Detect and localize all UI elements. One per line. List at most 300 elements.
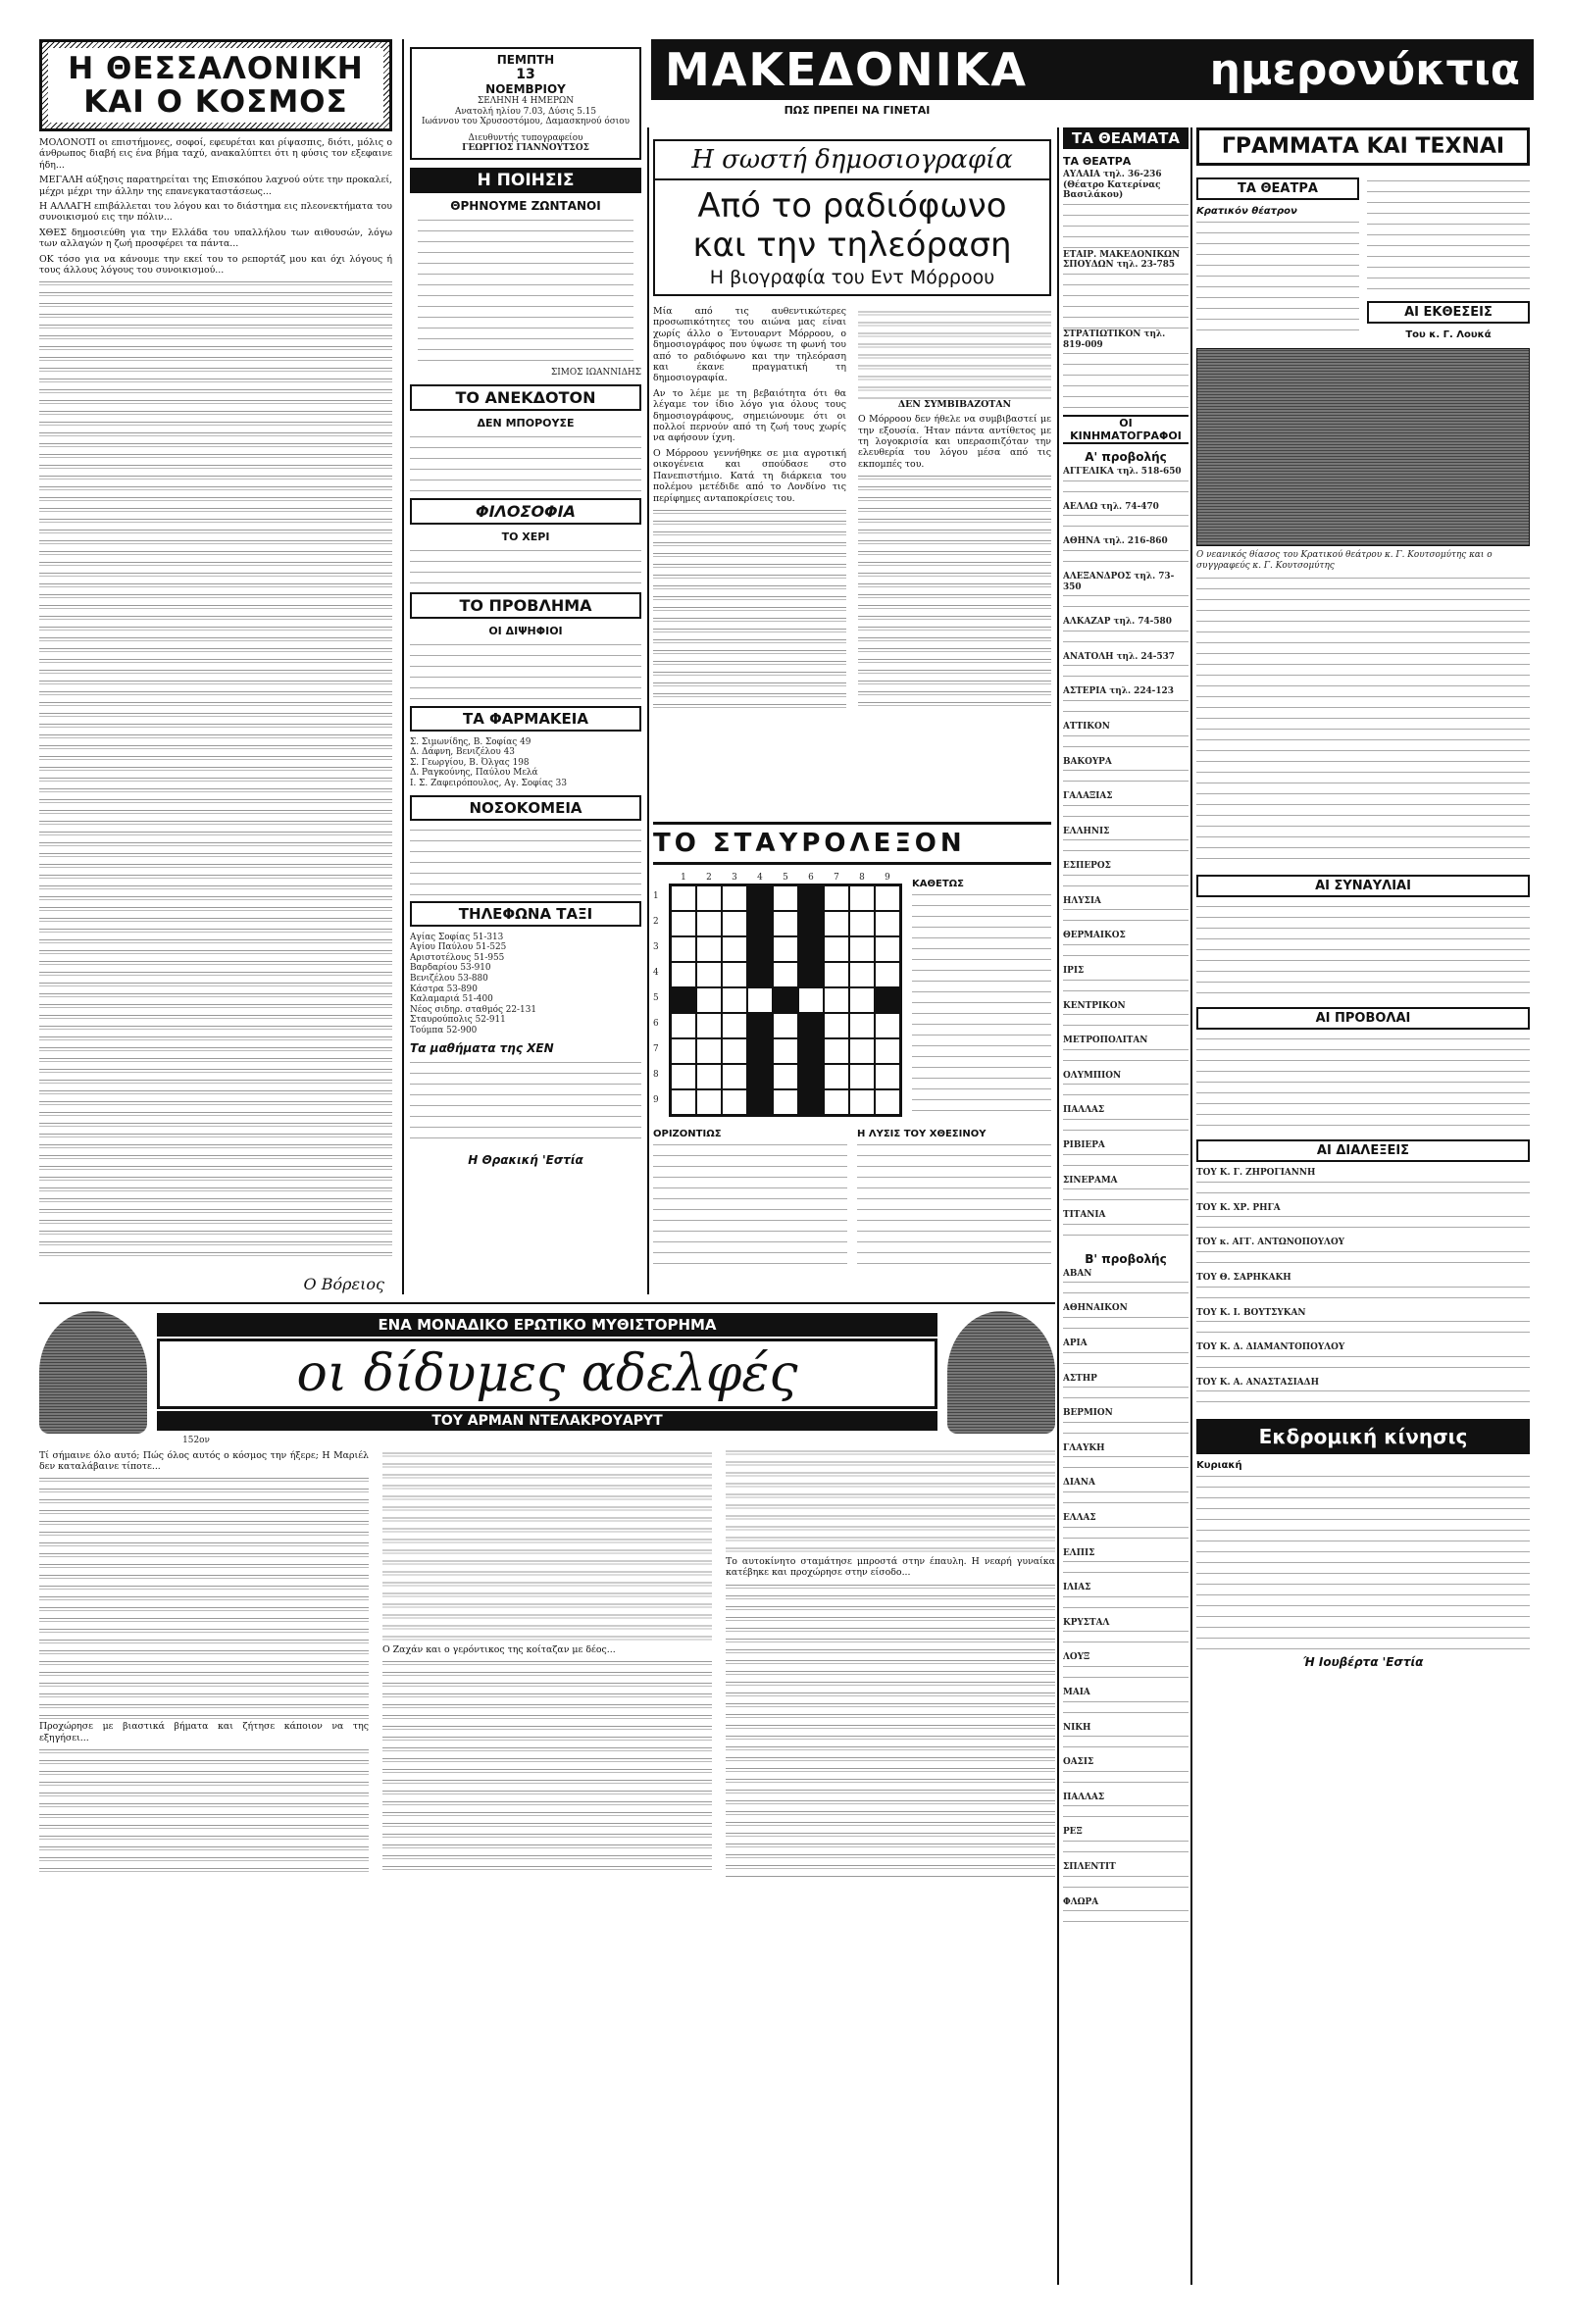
- cinema-b-item-details: [1063, 1314, 1189, 1336]
- excursions-title: Εκδρομική κίνησις: [1196, 1419, 1530, 1454]
- hospital-title: ΝΟΣΟΚΟΜΕΙΑ: [410, 795, 641, 821]
- cinema-b-item-details: [1063, 1628, 1189, 1649]
- crossword-grid-wrap: [653, 873, 902, 1117]
- crossword-cell[interactable]: [671, 962, 696, 987]
- cinema-b-item-details: [1063, 1733, 1189, 1754]
- talk-item: ΤΟΥ Κ. Γ. ΖΗΡΟΓΙΑΝΝΗ: [1196, 1168, 1316, 1179]
- novel-banner: ΕΝΑ ΜΟΝΑΔΙΚΟ ΕΡΩΤΙΚΟ ΜΥΘΙΣΤΟΡΗΜΑ: [157, 1313, 937, 1337]
- theatre-lines: [1063, 271, 1189, 329]
- crossword-cell[interactable]: [671, 1013, 696, 1038]
- crossword-solution-lines: [857, 1141, 1051, 1269]
- talk-item-details: [1196, 1388, 1530, 1409]
- cinema-a-item: ΕΣΠΕΡΟΣ: [1063, 861, 1111, 872]
- crossword-cell[interactable]: [671, 1064, 696, 1089]
- phone-item: Σταυρούπολις 52-911: [410, 1015, 506, 1026]
- crossword-row-number: 5: [653, 992, 659, 1003]
- crossword-row-number: 7: [653, 1043, 659, 1054]
- crossword-cell[interactable]: [722, 1038, 747, 1064]
- crossword-cell[interactable]: [849, 962, 875, 987]
- cinema-a-item: ΕΛΛΗΝΙΣ: [1063, 826, 1110, 836]
- crossword-cell[interactable]: [824, 1038, 849, 1064]
- cinema-b-list: [1063, 1269, 1189, 1929]
- cinema-b-item: ΑΒΑΝ: [1063, 1268, 1092, 1279]
- cinema-a-item-details: [1063, 977, 1189, 998]
- crossword-black-cell: [747, 962, 773, 987]
- letters-mid-lines: [1196, 575, 1530, 869]
- cinema-a-item-details: [1063, 906, 1189, 928]
- problem-subtitle: ΟΙ ΔΙΨΗΦΙΟΙ: [488, 624, 563, 637]
- problem-lines: [410, 641, 641, 700]
- crossword-row-number: 8: [653, 1069, 659, 1080]
- crossword-col-number: 5: [783, 873, 788, 883]
- letters-theatre-title: ΤΑ ΘΕΑΤΡΑ: [1196, 177, 1359, 200]
- cinema-b-item: ΛΟΥΞ: [1063, 1652, 1090, 1663]
- letters-theatre-sub: Κρατικόν θέατρον: [1196, 206, 1297, 217]
- cinema-a-item: ΒΑΚΟΥΡΑ: [1063, 756, 1112, 767]
- talks-list: [1196, 1168, 1530, 1409]
- crossword-grid[interactable]: [669, 884, 902, 1117]
- cinema-b-item: ΒΕΡΜΙΟΝ: [1063, 1408, 1113, 1419]
- crossword-cell[interactable]: [696, 1064, 722, 1089]
- novel-body: [39, 1450, 1055, 1877]
- cinema-a-item: ΑΤΤΙΚΟΝ: [1063, 721, 1110, 732]
- pharmacy-item: Σ. Σιμωνίδης, Β. Σοφίας 49: [410, 736, 531, 747]
- cinema-a-item-details: [1063, 1011, 1189, 1033]
- info-column: [410, 47, 641, 1294]
- crossword-section: [653, 822, 1051, 1297]
- crossword-cell[interactable]: [875, 936, 900, 962]
- crossword-cell[interactable]: [671, 1038, 696, 1064]
- cinema-a-item: ΡΙΒΙΕΡΑ: [1063, 1140, 1105, 1151]
- crossword-col-number: 1: [681, 873, 686, 883]
- cinema-b-item-details: [1063, 1802, 1189, 1824]
- novel-episode: 152ον: [182, 1436, 210, 1445]
- crossword-down-title: ΚΑΘΕΤΩΣ: [912, 879, 964, 889]
- meetings-title: ΑΙ ΣΥΝΑΥΛΙΑΙ: [1196, 875, 1530, 897]
- cinema-a-item: ΣΙΝΕΡΑΜΑ: [1063, 1175, 1118, 1186]
- crossword-cell[interactable]: [824, 987, 849, 1013]
- crossword-cell[interactable]: [696, 987, 722, 1013]
- crossword-cell[interactable]: [875, 911, 900, 936]
- section-rule: [39, 1302, 1055, 1304]
- cinema-a-item-details: [1063, 872, 1189, 893]
- crossword-title: ΤΟ ΣΤΑΥΡΟΛΕΞΟΝ: [653, 822, 1051, 865]
- theatre-item: ΑΥΛΑΙΑ τηλ. 36-236 (Θέατρο Κατερίνας Βασιλάκου): [1063, 170, 1162, 201]
- left-headline-box: [39, 39, 392, 131]
- crossword-cell[interactable]: [849, 1089, 875, 1115]
- crossword-black-cell: [747, 936, 773, 962]
- philosophy-title: ΦΙΛΟΣΟΦΙΑ: [410, 498, 641, 525]
- article-paragraph: Ο Μόρροου δεν ήθελε να συμβιβαστεί με την εξουσία. Ήταν πάντα αντίθετος με τη λογοκρισία και υπερασπιζόταν την ελευθερία του λόγου μέσα από τις εκπομπές του.: [858, 414, 1051, 470]
- crossword-row-number: 1: [653, 890, 659, 901]
- crossword-cell[interactable]: [671, 936, 696, 962]
- cinema-b-item: ΟΑΣΙΣ: [1063, 1757, 1094, 1768]
- cinema-b-item: ΦΛΩΡΑ: [1063, 1896, 1099, 1907]
- phone-item: Τούμπα 52-900: [410, 1025, 478, 1036]
- cinema-b-item-details: [1063, 1698, 1189, 1720]
- crossword-cell[interactable]: [849, 1013, 875, 1038]
- shows-title: ΤΑ ΘΕΑΜΑΤΑ: [1063, 127, 1189, 149]
- date-month: ΝΟΕΜΒΡΙΟΥ: [485, 82, 566, 96]
- cinema-title: ΟΙ ΚΙΝΗΜΑΤΟΓΡΑΦΟΙ: [1063, 415, 1189, 444]
- crossword-cell[interactable]: [875, 1038, 900, 1064]
- meetings-lines: [1196, 903, 1530, 1001]
- cinema-b-item-details: [1063, 1838, 1189, 1859]
- masthead-title-left: ΜΑΚΕΔΟΝΙΚΑ: [665, 43, 1029, 96]
- crossword-cell[interactable]: [773, 885, 798, 911]
- saint-info: Ιωάννου του Χρυσοστόμου, Δαμασκηνού όσιου: [421, 117, 630, 127]
- crossword-black-cell: [747, 911, 773, 936]
- column-rule: [402, 39, 404, 1294]
- date-number: 13: [516, 67, 535, 82]
- shows-column: [1063, 127, 1189, 2285]
- exhibition-sub: Του κ. Γ. Λουκά: [1405, 329, 1492, 340]
- cinema-a-item: ΑΘΗΝΑ τηλ. 216-860: [1063, 536, 1168, 547]
- crossword-black-cell: [671, 987, 696, 1013]
- letters-theatre-lines: [1196, 219, 1359, 336]
- theatre-lines: [1063, 350, 1189, 409]
- cinema-b-item-details: [1063, 1489, 1189, 1510]
- talk-item: ΤΟΥ Κ. Δ. ΔΙΑΜΑΝΤΟΠΟΥΛΟΥ: [1196, 1342, 1345, 1353]
- crossword-cell[interactable]: [849, 936, 875, 962]
- cinema-a-item: ΟΛΥΜΠΙΟΝ: [1063, 1070, 1122, 1081]
- cinema-b-item-details: [1063, 1349, 1189, 1371]
- cinema-a-item-details: [1063, 1221, 1189, 1242]
- crossword-cell[interactable]: [849, 885, 875, 911]
- novel-author: ΤΟΥ ΑΡΜΑΝ ΝΤΕΛΑΚΡΟΥΑΡΥΤ: [157, 1411, 937, 1431]
- anecdote-subtitle: ΔΕΝ ΜΠΟΡΟΥΣΕ: [477, 416, 575, 429]
- cinema-b-item-details: [1063, 1453, 1189, 1475]
- crossword-cell[interactable]: [773, 1064, 798, 1089]
- phone-item: Αγίας Σοφίας 51-313: [410, 932, 504, 942]
- cinema-a-item-details: [1063, 512, 1189, 533]
- cinema-b-item: ΑΘΗΝΑΙΚΟΝ: [1063, 1303, 1128, 1314]
- cinema-a-item: ΚΕΝΤΡΙΚΟΝ: [1063, 1000, 1126, 1011]
- crossword-cell[interactable]: [773, 962, 798, 987]
- publisher-name: ΓΕΩΡΓΙΟΣ ΓΙΑΝΝΟΥΤΣΟΣ: [462, 143, 589, 154]
- crossword-cell[interactable]: [722, 987, 747, 1013]
- cinema-b-item: ΑΡΙΑ: [1063, 1339, 1088, 1348]
- article-kicker: Η σωστή δημοσιογραφία: [653, 139, 1051, 180]
- crossword-cell[interactable]: [696, 885, 722, 911]
- crossword-col-number: 7: [834, 873, 839, 883]
- crossword-black-cell: [747, 1089, 773, 1115]
- cinema-b-item: ΔΙΑΝΑ: [1063, 1478, 1095, 1489]
- cinema-b-item: ΣΠΛΕΝΤΙΤ: [1063, 1861, 1116, 1872]
- left-column: [39, 39, 392, 1299]
- crossword-cell[interactable]: [875, 1013, 900, 1038]
- crossword-cell[interactable]: [824, 1089, 849, 1115]
- article-filler: [858, 474, 1051, 709]
- phone-item: Καλαμαριά 51-400: [410, 994, 493, 1005]
- cinema-a-item-details: [1063, 733, 1189, 754]
- crossword-cell[interactable]: [722, 936, 747, 962]
- pharmacy-item: Δ. Ραγκούνης, Παύλου Μελά: [410, 768, 538, 779]
- letters-title: ΓΡΑΜΜΑΤΑ ΚΑΙ ΤΕΧΝΑΙ: [1196, 127, 1530, 166]
- photo-caption: Ο νεανικός θίασος του Κρατικού θεάτρου κ. Γ. Κουτσομύτης και ο συγγραφεύς κ. Γ. Κουτσομύτης: [1196, 550, 1493, 571]
- crossword-row-number: 3: [653, 941, 659, 952]
- crossword-black-cell: [798, 1064, 824, 1089]
- crossword-cell[interactable]: [671, 911, 696, 936]
- crossword-black-cell: [798, 1013, 824, 1038]
- cinema-b-item: ΜΑΙΑ: [1063, 1687, 1090, 1697]
- cinema-b-item-details: [1063, 1384, 1189, 1405]
- crossword-cell[interactable]: [849, 1038, 875, 1064]
- masthead-title-right: ημερονύκτια: [1209, 44, 1520, 95]
- crossword-down-lines: [912, 891, 1051, 1117]
- cinema-a-item-details: [1063, 1186, 1189, 1207]
- crossword-cell[interactable]: [875, 1089, 900, 1115]
- cinema-b-item: ΓΛΑΥΚΗ: [1063, 1442, 1105, 1453]
- crossword-cell[interactable]: [696, 911, 722, 936]
- left-paragraph: Η ΑΛΛΑΓΗ επιβάλλεται του λόγου και το διάστημα εις πλεονεκτήματα του συνοικισμού εις την πόλιν...: [39, 201, 392, 224]
- cinema-b-item: ΠΑΛΛΑΣ: [1063, 1792, 1105, 1802]
- cinema-a-item-details: [1063, 836, 1189, 858]
- sun-info: Ανατολή ηλίου 7.03, Δύσις 5.15: [454, 106, 597, 117]
- left-paragraph: ΟΚ τόσο για να κάνουμε την εκεί του το ρεπορτάζ μου και όχι λόγους ή τους άλλους λόγους του συνοικισμού...: [39, 253, 392, 277]
- cinema-b-item: ΕΛΛΑΣ: [1063, 1512, 1096, 1523]
- talks-title: ΑΙ ΔΙΑΛΕΞΕΙΣ: [1196, 1139, 1530, 1162]
- talk-item: ΤΟΥ Κ. Ι. ΒΟΥΤΣΥΚΑΝ: [1196, 1307, 1306, 1318]
- cinema-a-item-details: [1063, 547, 1189, 569]
- crossword-black-cell: [798, 885, 824, 911]
- novel-face-left: [39, 1311, 147, 1434]
- cinema-b-item-details: [1063, 1524, 1189, 1545]
- pharmacy-item: Σ. Γεωργίου, Β. Όλγας 198: [410, 757, 530, 768]
- pharmacy-item: Δ. Δάφνη, Βενιζέλου 43: [410, 747, 515, 758]
- crossword-col-number: 6: [808, 873, 814, 883]
- cinema-a-item-details: [1063, 767, 1189, 788]
- crossword-black-cell: [798, 936, 824, 962]
- excursions-sub: Κυριακή: [1196, 1460, 1242, 1472]
- cinema-b-item-details: [1063, 1873, 1189, 1895]
- letters-right-lines: [1367, 177, 1530, 295]
- crossword-cell[interactable]: [773, 1013, 798, 1038]
- article-subhead: Η βιογραφία του Εντ Μόρροου: [709, 267, 995, 288]
- cinema-a-item-details: [1063, 1116, 1189, 1137]
- lessons-lines: [410, 1059, 641, 1147]
- exhibitions-title: ΑΙ ΕΚΘΕΣΕΙΣ: [1367, 301, 1530, 324]
- talk-item: ΤΟΥ κ. ΑΓΓ. ΑΝΤΩΝΟΠΟΥΛΟΥ: [1196, 1238, 1345, 1248]
- cinema-b-item: ΑΣΤΗΡ: [1063, 1373, 1097, 1384]
- excursions-lines: [1196, 1473, 1530, 1649]
- crossword-cell[interactable]: [824, 1013, 849, 1038]
- publisher-label: Διευθυντής τυπογραφείου: [468, 132, 583, 143]
- crossword-cell[interactable]: [773, 936, 798, 962]
- masthead-subtitle: ΠΩΣ ΠΡΕΠΕΙ ΝΑ ΓΙΝΕΤΑΙ: [784, 104, 931, 117]
- lessons-title: Τα μαθήματα της ΧΕΝ: [410, 1041, 554, 1056]
- theatre-item: ΕΤΑΙΡ. ΜΑΚΕΔΟΝΙΚΩΝ ΣΠΟΥΔΩΝ τηλ. 23-785: [1063, 249, 1181, 271]
- crossword-across-lines: [653, 1141, 847, 1269]
- masthead: [651, 39, 1534, 116]
- crossword-cell[interactable]: [722, 911, 747, 936]
- left-headline: Η ΘΕΣΣΑΛΟΝΙΚΗ ΚΑΙ Ο ΚΟΣΜΟΣ: [48, 48, 383, 123]
- philosophy-subtitle: ΤΟ ΧΕΡΙ: [501, 530, 550, 543]
- crossword-cell[interactable]: [875, 962, 900, 987]
- phone-item: Κάστρα 53-890: [410, 984, 478, 994]
- column-rule: [1190, 127, 1192, 2285]
- left-paragraph: ΜΕΓΑΛΗ αύξησις παρατηρείται της Επισκόπου λαχνού ούτε την προκαλεί, μέχρι μέχρι την άλλην της επανεγκαταστάσεως...: [39, 175, 392, 197]
- crossword-cell[interactable]: [722, 1013, 747, 1038]
- projections-title: ΑΙ ΠΡΟΒΟΛΑΙ: [1196, 1007, 1530, 1030]
- cinema-a-item: ΑΣΤΕΡΙΑ τηλ. 224-123: [1063, 686, 1174, 697]
- crossword-cell[interactable]: [824, 911, 849, 936]
- crossword-col-number: 8: [859, 873, 865, 883]
- crossword-cell[interactable]: [824, 1064, 849, 1089]
- cinema-a-item: ΓΑΛΑΞΙΑΣ: [1063, 791, 1113, 802]
- crossword-black-cell: [798, 1089, 824, 1115]
- crossword-black-cell: [875, 987, 900, 1013]
- crossword-cell[interactable]: [773, 911, 798, 936]
- crossword-solution-title: Η ΛΥΣΙΣ ΤΟΥ ΧΘΕΣΙΝΟΥ: [857, 1129, 987, 1139]
- crossword-cell[interactable]: [798, 987, 824, 1013]
- talk-item: ΤΟΥ Θ. ΣΑΡΗΚΑΚΗ: [1196, 1272, 1291, 1283]
- crossword-row-number: 9: [653, 1094, 659, 1105]
- anecdote-title: ΤΟ ΑΝΕΚΔΟΤΟΝ: [410, 384, 641, 411]
- column-rule: [647, 127, 649, 1294]
- poetry-subtitle: ΘΡΗΝΟΥΜΕ ΖΩΝΤΑΝΟΙ: [450, 198, 601, 213]
- moon-info: ΣΕΛΗΝΗ 4 ΗΜΕΡΩΝ: [477, 96, 575, 106]
- phone-item: Αγίου Παύλου 51-525: [410, 942, 507, 953]
- left-byline-wrap: [39, 1275, 392, 1298]
- novel-face-right: [947, 1311, 1055, 1434]
- cinema-a-list: [1063, 467, 1189, 1242]
- cinema-a-item: ΑΕΛΛΩ τηλ. 74-470: [1063, 501, 1159, 512]
- novel-paragraph: Τί σήμαινε όλο αυτό; Πώς όλος αυτός ο κόσμος την ήξερε; Η Μαριέλ δεν καταλάβαινε τίποτε...: [39, 1449, 369, 1472]
- anecdote-lines: [410, 433, 641, 492]
- arcade-title: Ή Ιουβέρτα 'Εστία: [1302, 1655, 1424, 1670]
- phones-title: ΤΗΛΕΦΩΝΑ ΤΑΞΙ: [410, 901, 641, 927]
- cinema-a-item: ΑΝΑΤΟΛΗ τηλ. 24-537: [1063, 651, 1175, 662]
- crossword-cell[interactable]: [824, 885, 849, 911]
- cinema-b-item-details: [1063, 1907, 1189, 1929]
- cinema-a-item-details: [1063, 628, 1189, 649]
- cinema-a-item: ΑΛΚΑΖΑΡ τηλ. 74-580: [1063, 617, 1172, 628]
- article-body: [653, 306, 1051, 709]
- cinema-a-item: ΗΛΥΣΙΑ: [1063, 895, 1101, 906]
- talk-item-details: [1196, 1284, 1530, 1305]
- crossword-cell[interactable]: [722, 962, 747, 987]
- crossword-row-number: 6: [653, 1018, 659, 1029]
- crossword-cell[interactable]: [747, 987, 773, 1013]
- left-byline: Ο Βόρειος: [303, 1275, 384, 1293]
- talk-item-details: [1196, 1213, 1530, 1235]
- phone-item: Βαρδαρίου 53-910: [410, 963, 491, 974]
- crossword-cell[interactable]: [824, 962, 849, 987]
- talk-item-details: [1196, 1179, 1530, 1200]
- left-paragraph: ΧΘΕΣ δημοσιεύθη για την Ελλάδα του υπαλλήλου των αιθουσών, λόγω των αλλαγών η ζωή προσφέρει τα πάντα...: [39, 227, 392, 250]
- poetry-title: Η ΠΟΙΗΣΙΣ: [410, 168, 641, 193]
- article-paragraph: Μία από τις αυθεντικώτερες προσωπικότητες του αιώνα μας είναι χωρίς άλλο ο Έντουαρντ Μόρροου, ο δημοσιογράφος που ύψωσε τη φωνή του από το ραδιόφωνο και την τηλεόραση και έκανε πραγματική τη δημοσιογραφία.: [653, 306, 846, 384]
- crossword-black-cell: [798, 1038, 824, 1064]
- crossword-cell[interactable]: [849, 987, 875, 1013]
- crossword-cell[interactable]: [696, 936, 722, 962]
- cinema-b-item-details: [1063, 1279, 1189, 1300]
- left-paragraph: ΜΟΛΟΝΟΤΙ οι επιστήμονες, σοφοί, εφευρέται και ρίψασπις, διότι, μόλις ο άνθρωπος διαβή εις ένα βήμα ταχύ, ανακαλύπτει ότι η φύσις τον εξεφαινε ήδη...: [39, 137, 392, 171]
- projections-lines: [1196, 1036, 1530, 1134]
- talk-item-details: [1196, 1318, 1530, 1339]
- crossword-black-cell: [747, 1038, 773, 1064]
- crossword-black-cell: [747, 1013, 773, 1038]
- crossword-cell[interactable]: [696, 1038, 722, 1064]
- crossword-black-cell: [798, 911, 824, 936]
- crossword-black-cell: [798, 962, 824, 987]
- headline-line: και την τηλεόραση: [692, 226, 1012, 265]
- cinema-a-item: ΠΑΛΛΑΣ: [1063, 1105, 1105, 1116]
- crossword-cell[interactable]: [849, 1064, 875, 1089]
- cinema-a-item-details: [1063, 662, 1189, 683]
- article-paragraph: Αν το λέμε με τη βεβαιότητα ότι θα λέγαμε τον ίδιο λόγο για όλους τους δημοσιογράφους, σημειώνουμε ότι οι πολλοί περνούν από τη ζωή τους χωρίς να αφήσουν ίχνη.: [653, 387, 846, 444]
- crossword-cell[interactable]: [671, 1089, 696, 1115]
- crossword-cell[interactable]: [875, 1064, 900, 1089]
- crossword-col-number: 9: [885, 873, 890, 883]
- novel-filler: [726, 1583, 1055, 1877]
- problem-title: ΤΟ ΠΡΟΒΛΗΜΑ: [410, 592, 641, 619]
- cinema-b-item-details: [1063, 1419, 1189, 1440]
- crossword-cell[interactable]: [671, 885, 696, 911]
- cinema-a-item-details: [1063, 697, 1189, 719]
- poetry-lines: [418, 217, 633, 364]
- theatre-photo: [1196, 348, 1530, 546]
- crossword-cell[interactable]: [722, 1089, 747, 1115]
- talk-item-details: [1196, 1353, 1530, 1375]
- crossword-cell[interactable]: [722, 885, 747, 911]
- poetry-author: ΣΙΜΟΣ ΙΩΑΝΝΙΔΗΣ: [551, 367, 641, 378]
- cinema-a-item-details: [1063, 1081, 1189, 1102]
- crossword-cell[interactable]: [849, 911, 875, 936]
- crossword-cell[interactable]: [875, 885, 900, 911]
- cinema-a-item-details: [1063, 478, 1189, 499]
- crossword-cell[interactable]: [824, 936, 849, 962]
- crossword-across-title: ΟΡΙΖΟΝΤΙΩΣ: [653, 1129, 722, 1139]
- date-box: [410, 47, 641, 160]
- cinema-a-title: Α' προβολής: [1085, 450, 1167, 465]
- crossword-cell[interactable]: [696, 962, 722, 987]
- theatre-title: ΤΑ ΘΕΑΤΡΑ: [1063, 155, 1132, 168]
- cinema-b-item: ΝΙΚΗ: [1063, 1722, 1091, 1733]
- cinema-a-item: ΜΕΤΡΟΠΟΛΙΤΑΝ: [1063, 1036, 1148, 1046]
- cinema-b-item: ΙΛΙΑΣ: [1063, 1583, 1091, 1593]
- cinema-a-item: ΑΛΕΞΑΝΔΡΟΣ τηλ. 73-350: [1063, 571, 1175, 592]
- cinema-b-item-details: [1063, 1663, 1189, 1685]
- phone-item: Αριστοτέλους 51-955: [410, 952, 505, 963]
- crossword-row-number: 4: [653, 967, 659, 978]
- novel-header: [39, 1308, 1055, 1436]
- theatre-item: ΣΤΡΑΤΙΩΤΙΚΟΝ τηλ. 819-009: [1063, 328, 1166, 350]
- crossword-cell[interactable]: [773, 1038, 798, 1064]
- thracian-hearth-title: Η Θρακική 'Εστία: [468, 1153, 583, 1168]
- crossword-black-cell: [747, 1064, 773, 1089]
- pharmacy-item: Ι. Σ. Ζαφειρόπουλος, Αγ. Σοφίας 33: [410, 778, 567, 788]
- philosophy-lines: [410, 547, 641, 586]
- letters-column: [1196, 127, 1530, 2285]
- cinema-a-item-details: [1063, 1046, 1189, 1068]
- cinema-b-item-details: [1063, 1593, 1189, 1615]
- cinema-a-item-details: [1063, 941, 1189, 963]
- crossword-row-number: 2: [653, 916, 659, 927]
- date-day: ΠΕΜΠΤΗ: [496, 53, 555, 67]
- cinema-b-title: Β' προβολής: [1085, 1251, 1167, 1266]
- crossword-col-number: 2: [706, 873, 712, 883]
- crossword-cell[interactable]: [722, 1064, 747, 1089]
- crossword-cell[interactable]: [696, 1013, 722, 1038]
- crossword-cell[interactable]: [773, 1089, 798, 1115]
- crossword-cell[interactable]: [696, 1089, 722, 1115]
- talk-item: ΤΟΥ Κ. Α. ΑΝΑΣΤΑΣΙΑΔΗ: [1196, 1377, 1319, 1388]
- masthead-banner: [651, 39, 1534, 100]
- novel-section: [39, 1308, 1055, 2289]
- cinema-a-item-details: [1063, 1151, 1189, 1173]
